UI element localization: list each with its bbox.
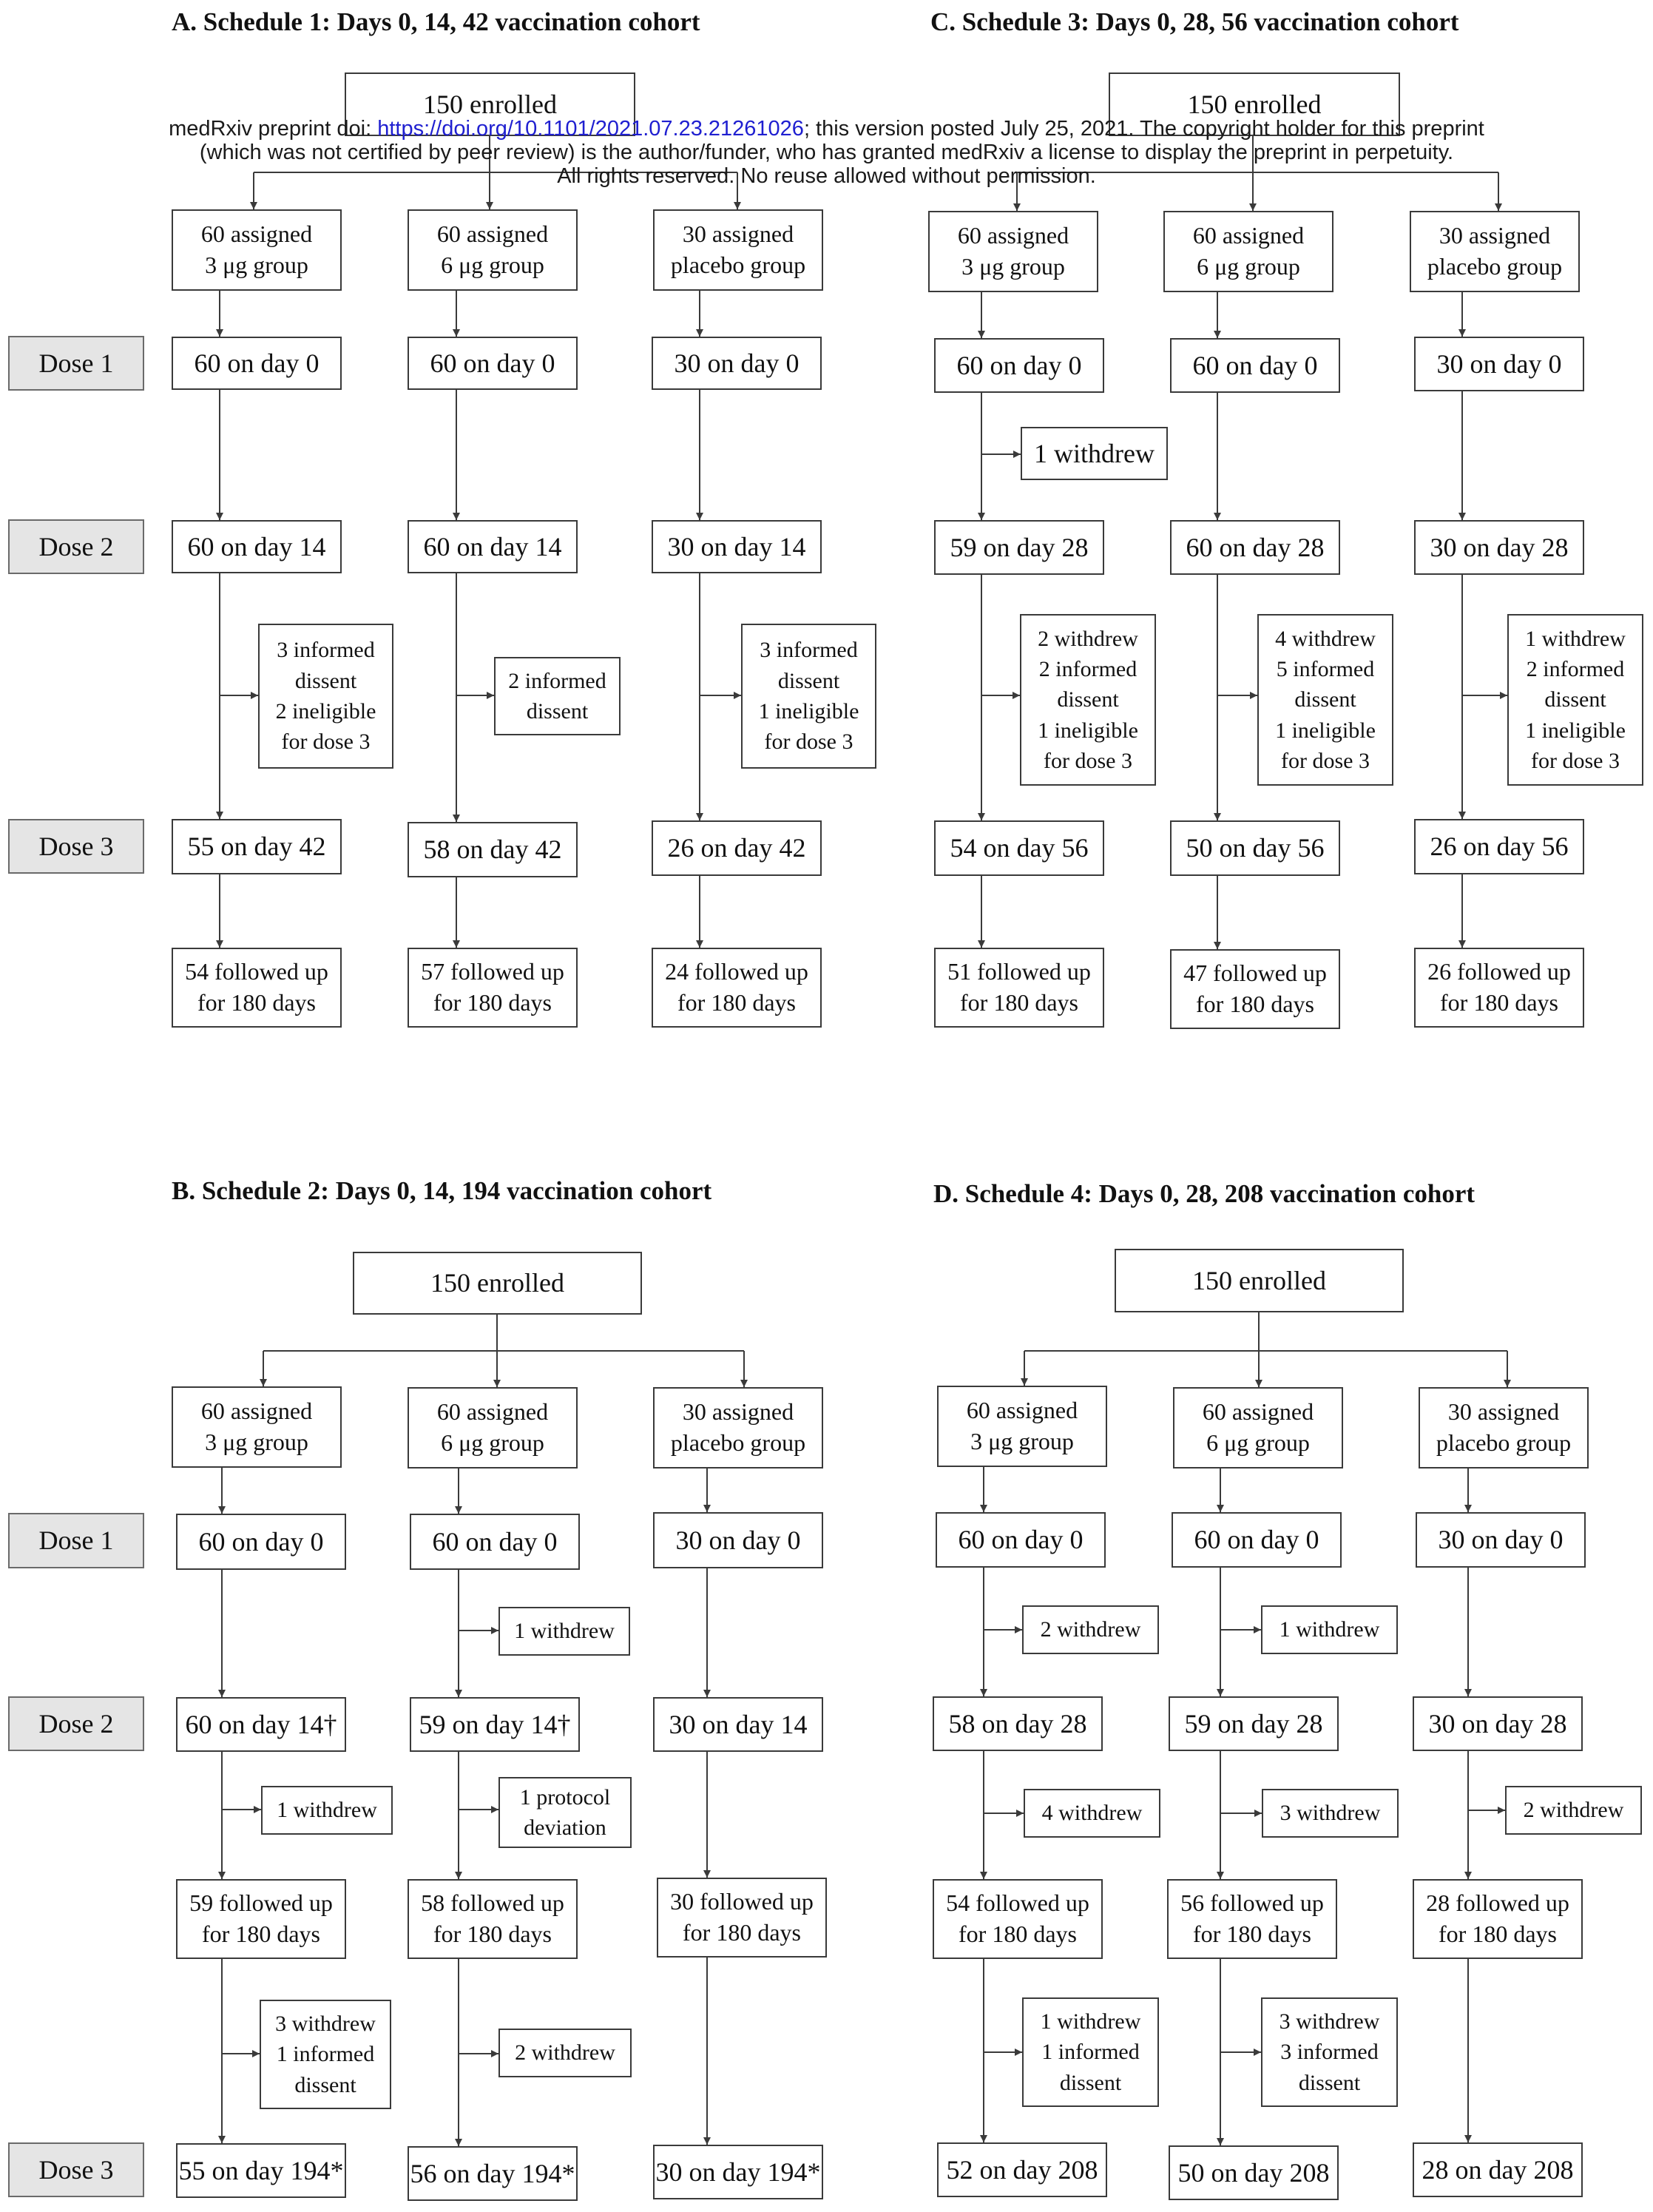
panel-b-group-placebo-followup: 30 followed up for 180 days (657, 1878, 827, 1958)
panel-b-group-3ug-followup-exclusions: 3 withdrew 1 informed dissent (260, 2000, 391, 2109)
arrowhead-down (980, 1505, 987, 1512)
panel-a-dose-1-label: Dose 1 (8, 336, 144, 391)
arrowhead-right (1013, 692, 1020, 699)
arrowhead-down (1214, 513, 1221, 520)
panel-d-group-3ug-assigned: 60 assigned 3 μg group (937, 1386, 1107, 1467)
arrowhead-down (455, 2139, 462, 2146)
panel-b-dose-2-label: Dose 2 (8, 1696, 144, 1751)
panel-a-group-3ug-assigned: 60 assigned 3 μg group (172, 209, 342, 291)
panel-c-group-6ug-dose3: 50 on day 56 (1170, 820, 1340, 876)
arrowhead-down (734, 202, 741, 209)
arrowhead-right (734, 692, 741, 699)
panel-d-group-3ug-followup-exclusions: 1 withdrew 1 informed dissent (1022, 1997, 1159, 2107)
arrowhead-right (1015, 1626, 1022, 1633)
panel-d-group-placebo-assigned: 30 assigned placebo group (1419, 1387, 1589, 1469)
panel-b-group-3ug-dose1: 60 on day 0 (176, 1514, 346, 1570)
panel-b-group-placebo-dose1: 30 on day 0 (653, 1512, 823, 1568)
panel-b-enrolled: 150 enrolled (353, 1252, 642, 1315)
arrowhead-right (1015, 2049, 1022, 2056)
panel-b-group-6ug-dose2: 59 on day 14† (410, 1697, 580, 1752)
arrowhead-down (453, 329, 460, 337)
panel-c-group-6ug-assigned: 60 assigned 6 μg group (1163, 211, 1333, 292)
panel-c-group-placebo-followup: 26 followed up for 180 days (1414, 948, 1584, 1028)
panel-d-group-6ug-dose2: 59 on day 28 (1169, 1696, 1339, 1751)
arrowhead-down (1458, 812, 1466, 819)
panel-d-group-6ug-dose1: 60 on day 0 (1172, 1512, 1342, 1568)
arrowhead-down (1464, 2135, 1472, 2142)
arrowhead-down (703, 2137, 711, 2145)
panel-d-group-3ug-dose2-withdrawals: 4 withdrew (1024, 1789, 1160, 1838)
panel-d-group-6ug-assigned: 60 assigned 6 μg group (1173, 1387, 1343, 1469)
arrowhead-down (696, 329, 703, 337)
panel-b-group-3ug-assigned: 60 assigned 3 μg group (172, 1386, 342, 1468)
panel-c-group-6ug-exclusions: 4 withdrew 5 informed dissent 1 ineligible for dose 3 (1257, 614, 1393, 786)
panel-a-group-3ug-followup: 54 followed up for 180 days (172, 948, 342, 1028)
arrowhead-right (1254, 1810, 1262, 1817)
arrowhead-down (978, 813, 985, 820)
arrowhead-down (216, 812, 223, 819)
arrowhead-down (696, 940, 703, 948)
arrowhead-down (1217, 1505, 1224, 1512)
arrowhead-down (1458, 329, 1466, 337)
panel-d-group-3ug-dose1-withdrawals: 2 withdrew (1022, 1605, 1159, 1654)
arrowhead-down (1495, 203, 1502, 211)
panel-a-group-placebo-dose3: 26 on day 42 (652, 820, 822, 876)
arrowhead-down (696, 513, 703, 520)
panel-a-group-placebo-exclusions: 3 informed dissent 1 ineligible for dose 3 (741, 624, 876, 769)
panel-d-group-3ug-dose1: 60 on day 0 (936, 1512, 1106, 1568)
arrowhead-down (218, 2136, 226, 2143)
panel-d-group-placebo-followup: 28 followed up for 180 days (1413, 1879, 1583, 1959)
panel-a-group-3ug-dose1: 60 on day 0 (172, 337, 342, 390)
panel-d-group-6ug-followup-exclusions: 3 withdrew 3 informed dissent (1261, 1997, 1398, 2107)
panel-d-group-placebo-dose1: 30 on day 0 (1416, 1512, 1586, 1568)
panel-b-title: B. Schedule 2: Days 0, 14, 194 vaccination cohort (172, 1176, 712, 1205)
panel-c-group-3ug-dose1-withdrawals: 1 withdrew (1021, 427, 1168, 480)
panel-c-group-placebo-dose1: 30 on day 0 (1414, 337, 1584, 391)
arrowhead-down (453, 940, 460, 948)
panel-a-group-placebo-followup: 24 followed up for 180 days (652, 948, 822, 1028)
panel-a-dose-3-label: Dose 3 (8, 819, 144, 874)
arrowhead-down (453, 815, 460, 822)
arrowhead-down (1464, 1689, 1472, 1696)
panel-b-dose-3-label: Dose 3 (8, 2142, 144, 2197)
panel-b-group-placebo-dose3: 30 on day 194* (653, 2145, 823, 2199)
panel-c-group-3ug-dose3: 54 on day 56 (934, 820, 1104, 876)
panel-b-group-6ug-dose3: 56 on day 194* (408, 2146, 578, 2201)
arrowhead-right (254, 1806, 261, 1813)
arrowhead-down (1464, 1505, 1472, 1512)
panel-a-group-placebo-assigned: 30 assigned placebo group (653, 209, 823, 291)
panel-b-group-6ug-protocol-deviation: 1 protocol deviation (498, 1777, 632, 1848)
arrowhead-down (1013, 203, 1021, 211)
arrowhead-right (1250, 692, 1257, 699)
arrowhead-down (1214, 942, 1221, 949)
arrowhead-down (703, 1505, 711, 1512)
arrowhead-down (250, 202, 257, 209)
panel-b-group-6ug-followup-withdrawals: 2 withdrew (498, 2029, 632, 2077)
watermark-rights-line: All rights reserved. No reuse allowed without permission. (557, 164, 1096, 188)
panel-a-group-placebo-dose1: 30 on day 0 (652, 337, 822, 390)
arrowhead-down (1217, 2138, 1224, 2145)
arrowhead-down (1464, 1872, 1472, 1879)
arrowhead-down (455, 1872, 462, 1879)
arrowhead-right (487, 692, 494, 699)
arrowhead-down (216, 329, 223, 337)
panel-a-enrolled: 150 enrolled (345, 73, 635, 136)
arrowhead-down (740, 1380, 748, 1387)
arrowhead-right (252, 2050, 260, 2057)
arrowhead-down (978, 940, 985, 948)
arrowhead-down (703, 1870, 711, 1878)
panel-d-group-placebo-dose2: 30 on day 28 (1413, 1696, 1583, 1751)
arrowhead-down (1214, 331, 1221, 338)
panel-c-group-3ug-dose1: 60 on day 0 (934, 338, 1104, 393)
panel-b-group-3ug-dose2-withdrawals: 1 withdrew (261, 1786, 393, 1835)
panel-b-group-3ug-followup: 59 followed up for 180 days (176, 1879, 346, 1959)
panel-c-group-placebo-assigned: 30 assigned placebo group (1410, 211, 1580, 292)
arrowhead-down (218, 1506, 226, 1514)
panel-c-group-3ug-exclusions: 2 withdrew 2 informed dissent 1 ineligible for dose 3 (1020, 614, 1156, 786)
panel-a-title: A. Schedule 1: Days 0, 14, 42 vaccination cohort (172, 7, 700, 36)
panel-c-enrolled: 150 enrolled (1109, 73, 1400, 136)
panel-d-group-6ug-dose2-withdrawals: 3 withdrew (1262, 1789, 1399, 1838)
panel-d-title: D. Schedule 4: Days 0, 28, 208 vaccination cohort (933, 1179, 1475, 1208)
panel-a-group-3ug-exclusions: 3 informed dissent 2 ineligible for dose 3 (258, 624, 393, 769)
panel-a-group-placebo-dose2: 30 on day 14 (652, 520, 822, 573)
panel-b-group-6ug-followup: 58 followed up for 180 days (408, 1879, 578, 1959)
arrowhead-right (491, 1806, 498, 1813)
arrowhead-down (1255, 1380, 1262, 1387)
panel-a-group-6ug-dose1: 60 on day 0 (408, 337, 578, 390)
panel-c-group-3ug-assigned: 60 assigned 3 μg group (928, 211, 1098, 292)
panel-c-group-6ug-dose2: 60 on day 28 (1170, 520, 1340, 575)
panel-c-group-placebo-dose2: 30 on day 28 (1414, 520, 1584, 575)
arrowhead-down (1458, 940, 1466, 948)
arrowhead-down (980, 1689, 987, 1696)
arrowhead-down (980, 2135, 987, 2142)
panel-d-group-6ug-dose1-withdrawals: 1 withdrew (1261, 1605, 1398, 1654)
arrowhead-down (1214, 813, 1221, 820)
arrowhead-down (260, 1379, 267, 1386)
arrowhead-down (1504, 1380, 1511, 1387)
arrowhead-down (1249, 203, 1257, 211)
arrowhead-right (1254, 2049, 1261, 2056)
panel-a-group-6ug-followup: 57 followed up for 180 days (408, 948, 578, 1028)
arrowhead-down (703, 1690, 711, 1697)
panel-a-group-6ug-dose2: 60 on day 14 (408, 520, 578, 573)
panel-b-group-3ug-dose2: 60 on day 14† (176, 1697, 346, 1752)
panel-a-dose-2-label: Dose 2 (8, 519, 144, 574)
panel-d-group-3ug-dose2: 58 on day 28 (933, 1696, 1103, 1751)
panel-c-title: C. Schedule 3: Days 0, 28, 56 vaccination cohort (930, 7, 1459, 36)
arrowhead-down (1021, 1378, 1028, 1386)
watermark-suffix: ; this version posted July 25, 2021. The copyright holder for this preprint (803, 117, 1484, 141)
panel-c-group-3ug-dose2: 59 on day 28 (934, 520, 1104, 575)
arrowhead-right (251, 692, 258, 699)
arrowhead-down (493, 1380, 501, 1387)
arrowhead-right (1016, 1810, 1024, 1817)
panel-a-group-6ug-assigned: 60 assigned 6 μg group (408, 209, 578, 291)
panel-c-group-placebo-exclusions: 1 withdrew 2 informed dissent 1 ineligible for dose 3 (1507, 614, 1643, 786)
arrowhead-right (1500, 692, 1507, 699)
panel-c-group-6ug-dose1: 60 on day 0 (1170, 338, 1340, 393)
panel-b-group-placebo-dose2: 30 on day 14 (653, 1697, 823, 1752)
panel-d-group-6ug-followup: 56 followed up for 180 days (1167, 1879, 1337, 1959)
arrowhead-down (1458, 513, 1466, 520)
arrowhead-right (1498, 1807, 1505, 1814)
panel-d-group-placebo-dose3: 28 on day 208 (1413, 2142, 1583, 2197)
arrowhead-right (491, 1627, 498, 1634)
panel-a-group-3ug-dose3: 55 on day 42 (172, 819, 342, 874)
panel-b-group-6ug-dose1-withdrawals: 1 withdrew (498, 1607, 630, 1656)
doi-link[interactable]: https://doi.org/10.1101/2021.07.23.21261026 (377, 117, 804, 141)
arrowhead-down (696, 813, 703, 820)
arrowhead-down (216, 513, 223, 520)
arrowhead-down (1217, 1872, 1224, 1879)
arrowhead-down (455, 1690, 462, 1697)
panel-d-group-placebo-dose2-withdrawals: 2 withdrew (1505, 1786, 1642, 1835)
panel-d-group-6ug-dose3: 50 on day 208 (1169, 2145, 1339, 2200)
arrowhead-down (978, 513, 985, 520)
panel-c-group-placebo-dose3: 26 on day 56 (1414, 819, 1584, 874)
preprint-watermark (0, 117, 1653, 188)
panel-c-group-3ug-followup: 51 followed up for 180 days (934, 948, 1104, 1028)
arrowhead-down (1217, 1689, 1224, 1696)
panel-a-group-6ug-dose3: 58 on day 42 (408, 822, 578, 877)
arrowhead-down (486, 202, 493, 209)
arrowhead-down (978, 331, 985, 338)
panel-b-dose-1-label: Dose 1 (8, 1513, 144, 1568)
arrowhead-right (1013, 451, 1021, 458)
arrowhead-down (218, 1872, 226, 1879)
watermark-prefix: medRxiv preprint doi: (169, 117, 378, 141)
panel-d-enrolled: 150 enrolled (1115, 1249, 1404, 1312)
panel-b-group-6ug-dose1: 60 on day 0 (410, 1514, 580, 1570)
arrowhead-down (980, 1872, 987, 1879)
watermark-license-line: (which was not certified by peer review) is the author/funder, who has granted medRxiv a license to display the preprint in perpetuity. (199, 141, 1454, 164)
arrowhead-down (455, 1506, 462, 1514)
panel-a-group-6ug-exclusions: 2 informed dissent (494, 657, 621, 735)
arrowhead-down (453, 513, 460, 520)
arrowhead-right (491, 2050, 498, 2057)
arrowhead-right (1254, 1626, 1261, 1633)
panel-b-group-6ug-assigned: 60 assigned 6 μg group (408, 1387, 578, 1469)
panel-b-group-3ug-dose3: 55 on day 194* (176, 2143, 346, 2198)
arrowhead-down (216, 940, 223, 948)
panel-a-group-3ug-dose2: 60 on day 14 (172, 520, 342, 573)
panel-d-group-3ug-dose3: 52 on day 208 (937, 2142, 1107, 2197)
panel-b-group-placebo-assigned: 30 assigned placebo group (653, 1387, 823, 1469)
arrowhead-down (218, 1690, 226, 1697)
panel-d-group-3ug-followup: 54 followed up for 180 days (933, 1879, 1103, 1959)
panel-c-group-6ug-followup: 47 followed up for 180 days (1170, 949, 1340, 1029)
